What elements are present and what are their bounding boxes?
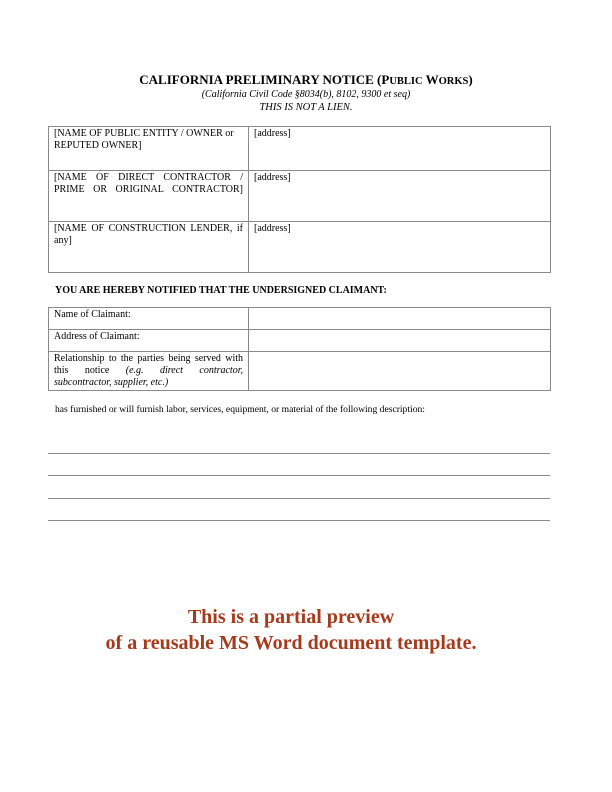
contractor-address-cell[interactable]: [address] bbox=[249, 171, 551, 222]
watermark-line-1: This is a partial preview bbox=[187, 606, 395, 628]
relationship-label: Relationship to the parties being served with this notice (e.g. direct contractor, subcontractor, supplier, etc.) bbox=[49, 352, 249, 391]
table-row bbox=[49, 171, 551, 222]
description-line[interactable] bbox=[48, 453, 550, 454]
description-text: has furnished or will furnish labor, services, equipment, or material of the following description: bbox=[55, 404, 425, 415]
watermark-line-2: of a reusable MS Word document template. bbox=[105, 632, 477, 654]
table-row bbox=[49, 127, 551, 171]
table-row bbox=[49, 330, 551, 352]
description-line[interactable] bbox=[48, 498, 550, 499]
owner-name-cell[interactable]: [NAME OF PUBLIC ENTITY / OWNER or REPUTED OWNER] bbox=[49, 127, 249, 171]
lender-name-cell[interactable]: [NAME OF CONSTRUCTION LENDER, if any] bbox=[49, 222, 249, 273]
description-line[interactable] bbox=[48, 520, 550, 521]
parties-table bbox=[48, 126, 551, 273]
contractor-name-cell[interactable]: [NAME OF DIRECT CONTRACTOR / PRIME OR ORIGINAL CONTRACTOR] bbox=[49, 171, 249, 222]
claimant-table bbox=[48, 307, 551, 391]
claimant-name-label: Name of Claimant: bbox=[49, 308, 249, 330]
table-row bbox=[49, 222, 551, 273]
document-title: CALIFORNIA PRELIMINARY NOTICE (PUBLIC WORKS) bbox=[139, 72, 473, 87]
document-subtitle: (California Civil Code §8034(b), 8102, 9300 et seq) bbox=[201, 89, 411, 100]
preview-watermark bbox=[0, 604, 582, 656]
not-a-lien-statement: THIS IS NOT A LIEN. bbox=[259, 102, 353, 113]
claimant-address-label: Address of Claimant: bbox=[49, 330, 249, 352]
table-row bbox=[49, 352, 551, 391]
notice-heading: YOU ARE HEREBY NOTIFIED THAT THE UNDERSIGNED CLAIMANT: bbox=[55, 285, 387, 296]
relationship-example: (e.g. direct contractor, subcontractor, supplier, etc.) bbox=[54, 365, 243, 388]
table-row bbox=[49, 308, 551, 330]
relationship-field[interactable] bbox=[249, 352, 551, 391]
claimant-name-field[interactable] bbox=[249, 308, 551, 330]
claimant-address-field[interactable] bbox=[249, 330, 551, 352]
owner-address-cell[interactable]: [address] bbox=[249, 127, 551, 171]
lender-address-cell[interactable]: [address] bbox=[249, 222, 551, 273]
description-line[interactable] bbox=[48, 475, 550, 476]
